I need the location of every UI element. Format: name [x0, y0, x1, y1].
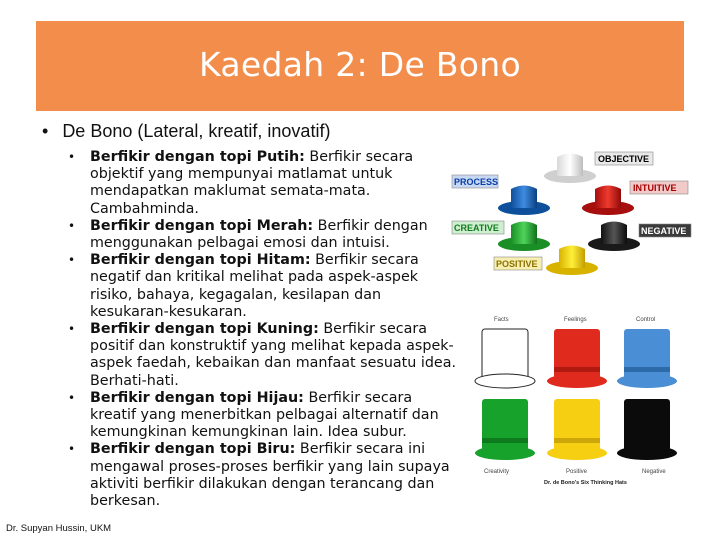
label-creativity: Creativity [484, 469, 510, 475]
list-item [68, 149, 458, 218]
green-hat-icon [498, 222, 550, 252]
label-objective [595, 152, 653, 165]
label-facts: Facts [494, 317, 509, 323]
white-hat-icon [544, 154, 596, 184]
footer-credit: Dr. Supyan Hussin, UKM [6, 523, 112, 534]
bullet-marker: • [68, 442, 76, 457]
list-item [68, 321, 458, 390]
grid-caption: Dr. de Bono's Six Thinking Hats [544, 480, 627, 486]
slide-title: Kaedah 2: De Bono [199, 44, 521, 84]
black-hat-icon [617, 399, 677, 460]
six-thinking-hats-grid [470, 307, 692, 495]
hat-description: Berfikir dengan menggunakan pelbagai emosi dan intuisi. [90, 217, 428, 252]
main-bullet [42, 121, 330, 142]
list-item [68, 390, 458, 442]
bullet-marker: • [42, 121, 49, 141]
hat-description: Berfikir secara ini mengawal proses-proses berfikir yang lain supaya aktiviti berfikir dilakukan dengan terancang dan berkesan. [90, 441, 450, 510]
hat-label: Berfikir dengan topi Kuning: [90, 321, 319, 338]
red-hat-icon [547, 329, 607, 388]
label-negative [639, 224, 691, 237]
label-creative [452, 221, 504, 234]
hat-label: Berfikir dengan topi Biru: [90, 441, 296, 458]
blue-hat-icon [498, 186, 550, 216]
hat-bullet-list [68, 149, 458, 510]
list-item [68, 441, 458, 510]
red-hat-icon [582, 186, 634, 216]
label-process [452, 175, 498, 188]
six-hats-illustration [450, 124, 694, 294]
label-negative: Negative [642, 469, 666, 475]
bullet-marker: • [68, 253, 76, 268]
hat-description: Berfikir secara negatif dan kritikal melihat pada aspek-aspek risiko, bahaya, kegagalan, kesilapan dan kesukaran-kesukaran. [90, 252, 419, 320]
hat-label: Berfikir dengan topi Putih: [90, 149, 305, 165]
black-hat-icon [588, 222, 640, 252]
list-item [68, 218, 458, 252]
label-intuitive [630, 181, 688, 194]
hat-label: Berfikir dengan topi Hitam: [90, 252, 311, 269]
yellow-hat-icon [547, 399, 607, 460]
hat-label: Berfikir dengan topi Merah: [90, 217, 314, 234]
svg-text:INTUITIVE: INTUITIVE [633, 183, 677, 193]
main-bullet-text: De Bono (Lateral, kreatif, inovatif) [62, 121, 331, 141]
svg-text:OBJECTIVE: OBJECTIVE [598, 154, 650, 164]
bullet-marker: • [68, 218, 76, 233]
bullet-marker: • [68, 390, 76, 405]
list-item [68, 252, 458, 321]
green-hat-icon [475, 399, 535, 460]
blue-hat-icon [617, 329, 677, 388]
label-positive: Positive [566, 469, 588, 475]
svg-text:CREATIVE: CREATIVE [454, 223, 499, 233]
hat-description: Berfikir secara kreatif yang menerbitkan pelbagai alternatif dan kemungkinan kemungkinan lain. Idea subur. [90, 389, 439, 441]
svg-text:NEGATIVE: NEGATIVE [641, 226, 687, 236]
svg-text:POSITIVE: POSITIVE [496, 259, 538, 269]
hat-description: Berfikir secara objektif yang mempunyai matlamat untuk mendapatkan maklumat semata-mata. Cambahminda. [90, 149, 414, 217]
hat-label: Berfikir dengan topi Hijau: [90, 389, 304, 406]
svg-text:PROCESS: PROCESS [454, 177, 499, 187]
white-hat-icon [475, 329, 535, 388]
bullet-marker: • [68, 322, 76, 337]
title-bar [36, 21, 684, 111]
hat-description: Berfikir secara positif dan konstruktif yang melihat kepada aspek-aspek faedah, kebaikan dan manfaat sesuatu idea. Berhati-hati. [90, 321, 457, 389]
bullet-marker: • [68, 150, 76, 164]
label-control: Control [636, 317, 656, 323]
label-positive [494, 257, 542, 270]
label-feelings: Feelings [564, 317, 587, 323]
yellow-hat-icon [546, 246, 598, 276]
